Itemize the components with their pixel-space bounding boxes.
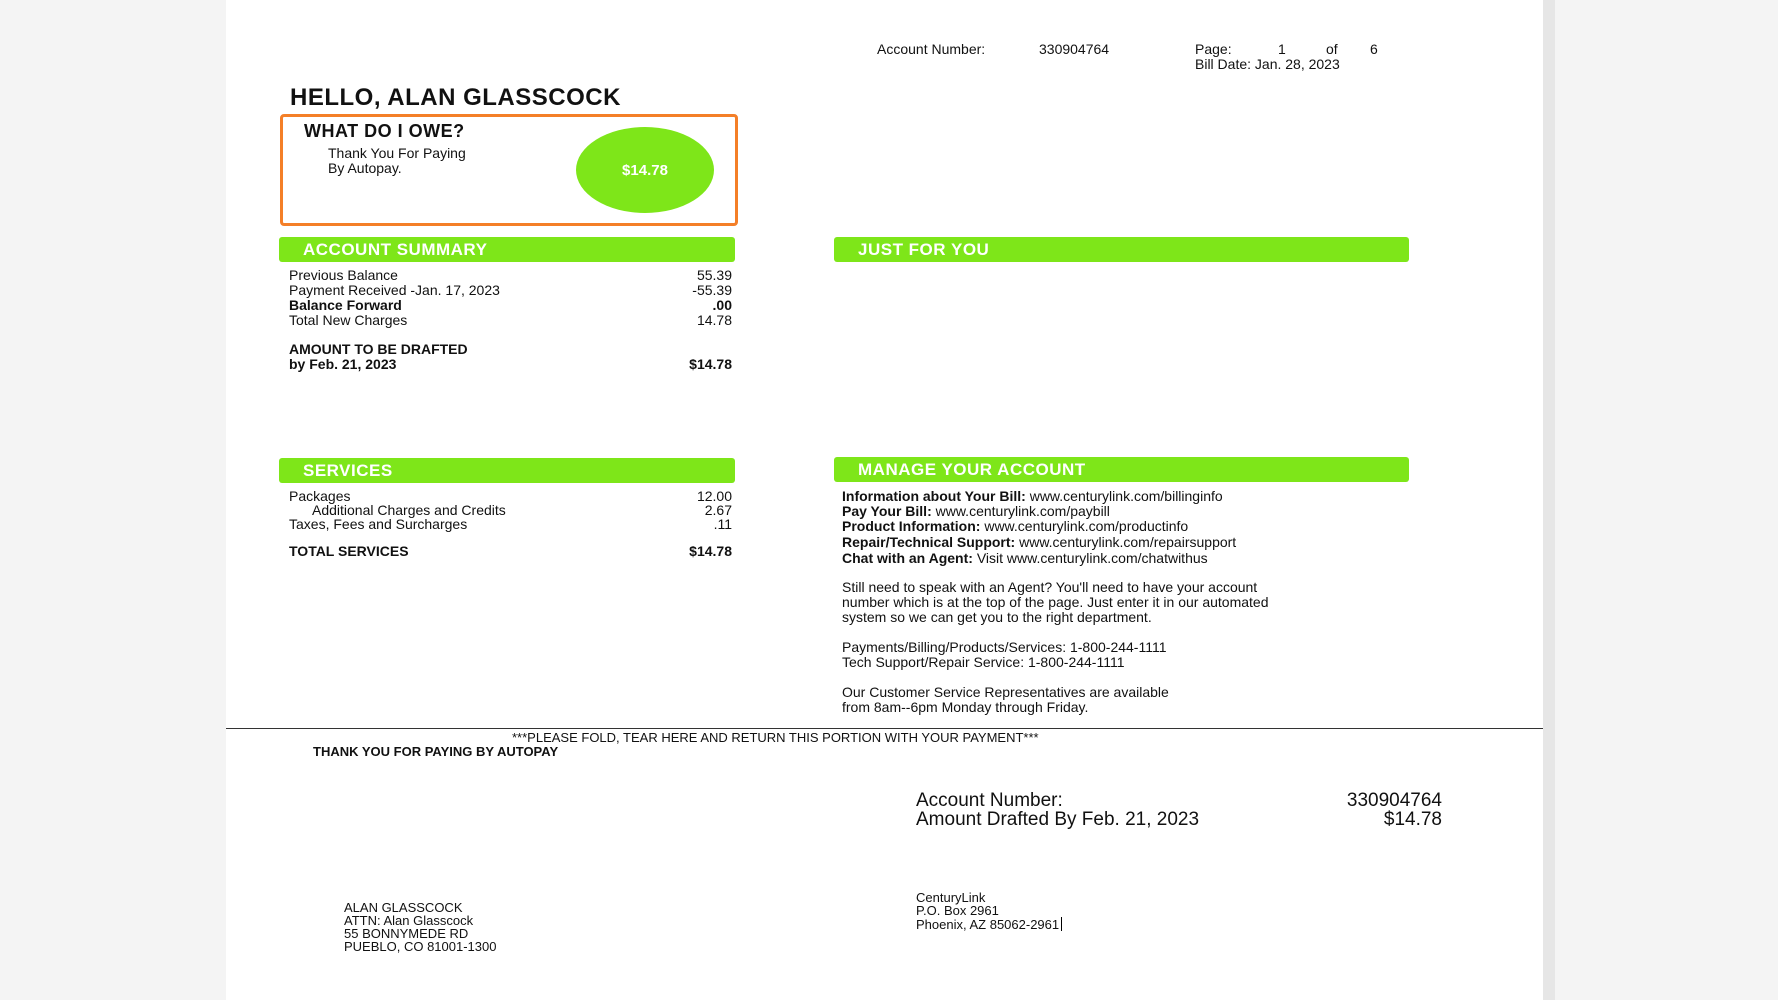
summary-row-label: Total New Charges — [289, 312, 408, 328]
header-account-number: 330904764 — [1039, 41, 1110, 57]
manage-link-text[interactable]: www.centurylink.com/productinfo — [984, 518, 1189, 534]
manage-account-header: MANAGE YOUR ACCOUNT — [834, 457, 1409, 482]
amount-due-value: $14.78 — [622, 161, 668, 179]
autopay-thanks: THANK YOU FOR PAYING BY AUTOPAY — [313, 744, 559, 759]
header-page-number: 1 — [1278, 41, 1286, 57]
manage-link-text[interactable]: www.centurylink.com/paybill — [935, 503, 1110, 519]
header-of-label: of — [1326, 41, 1338, 57]
summary-row-label: Previous Balance — [289, 267, 398, 283]
manage-link-text[interactable]: www.centurylink.com/billinginfo — [1029, 488, 1223, 504]
header-account-label: Account Number: — [877, 41, 986, 57]
stub-account-label: Account Number: — [916, 790, 1063, 811]
hours-line-1: Our Customer Service Representatives are available — [842, 684, 1169, 700]
text-cursor — [1061, 917, 1062, 931]
services-row-label: Additional Charges and Credits — [312, 502, 506, 518]
phone-support: Tech Support/Repair Service: 1-800-244-1111 — [842, 654, 1125, 670]
total-services-value: $14.78 — [689, 543, 732, 559]
remit-address-line — [916, 917, 1062, 931]
manage-link-paybill[interactable] — [842, 504, 1110, 519]
manage-link-billinginfo[interactable] — [842, 489, 1223, 504]
header-page-label: Page: — [1195, 41, 1232, 57]
just-for-you-header: JUST FOR YOU — [834, 237, 1409, 262]
account-summary-header: ACCOUNT SUMMARY — [279, 237, 735, 262]
services-row-label: Packages — [289, 488, 351, 504]
manage-link-text[interactable]: www.centurylink.com/repairsupport — [1019, 534, 1237, 550]
agent-paragraph-line-3: system so we can get you to the right department. — [842, 609, 1152, 625]
summary-row-label: Balance Forward — [289, 297, 402, 313]
manage-link-label: Product Information: — [842, 518, 981, 534]
draft-label-line-2: by Feb. 21, 2023 — [289, 356, 397, 372]
manage-link-productinfo[interactable] — [842, 519, 1188, 534]
agent-paragraph-line-1: Still need to speak with an Agent? You'll need to have your account — [842, 579, 1258, 595]
services-header: SERVICES — [279, 458, 735, 483]
remit-address-line: CenturyLink — [916, 890, 986, 905]
services-row-label: Taxes, Fees and Surcharges — [289, 516, 468, 532]
draft-label-line-1: AMOUNT TO BE DRAFTED — [289, 341, 468, 357]
header-bill-date: Bill Date: Jan. 28, 2023 — [1195, 56, 1340, 72]
customer-address-line: ALAN GLASSCOCK — [344, 900, 463, 915]
draft-amount: $14.78 — [689, 356, 732, 372]
stub-account-number: 330904764 — [1346, 790, 1442, 811]
summary-row-value: 14.78 — [696, 312, 732, 328]
manage-link-label: Repair/Technical Support: — [842, 534, 1016, 550]
amount-due-badge — [576, 127, 714, 213]
manage-link-label: Chat with an Agent: — [842, 550, 973, 566]
summary-row-value: 55.39 — [696, 267, 732, 283]
remit-address-line: P.O. Box 2961 — [916, 903, 999, 918]
owe-title: WHAT DO I OWE? — [304, 121, 465, 141]
manage-link-label: Pay Your Bill: — [842, 503, 932, 519]
phone-billing: Payments/Billing/Products/Services: 1-800-244-1111 — [842, 639, 1167, 655]
stub-drafted-label: Amount Drafted By Feb. 21, 2023 — [916, 809, 1200, 830]
header-page-total: 6 — [1370, 41, 1378, 57]
manage-link-chat[interactable] — [842, 551, 1208, 566]
total-services-label: TOTAL SERVICES — [289, 543, 409, 559]
owe-line-1: Thank You For Paying — [328, 145, 466, 161]
greeting-heading: HELLO, ALAN GLASSCOCK — [290, 84, 621, 111]
manage-link-repairsupport[interactable] — [842, 535, 1236, 550]
services-row-value: 2.67 — [704, 502, 732, 518]
summary-row-value: -55.39 — [692, 282, 732, 298]
fold-notice: ***PLEASE FOLD, TEAR HERE AND RETURN THIS PORTION WITH YOUR PAYMENT*** — [512, 730, 1039, 745]
manage-link-text[interactable]: Visit www.centurylink.com/chatwithus — [976, 550, 1208, 566]
customer-address-line: PUEBLO, CO 81001-1300 — [344, 939, 497, 954]
stub-drafted-amount: $14.78 — [1383, 809, 1442, 830]
services-row-value: 12.00 — [696, 488, 732, 504]
summary-row-value: .00 — [712, 297, 732, 313]
remit-address-text: Phoenix, AZ 85062-2961 — [916, 917, 1060, 932]
services-row-value: .11 — [713, 516, 732, 532]
page-scroll-edge[interactable] — [1543, 0, 1555, 1000]
tear-line-divider — [226, 728, 1543, 729]
hours-line-2: from 8am--6pm Monday through Friday. — [842, 699, 1089, 715]
agent-paragraph-line-2: number which is at the top of the page. Just enter it in our automated — [842, 594, 1269, 610]
customer-address-line: 55 BONNYMEDE RD — [344, 926, 469, 941]
owe-line-2: By Autopay. — [328, 160, 402, 176]
customer-address-line: ATTN: Alan Glasscock — [344, 913, 474, 928]
manage-link-label: Information about Your Bill: — [842, 488, 1026, 504]
summary-row-label: Payment Received -Jan. 17, 2023 — [289, 282, 500, 298]
